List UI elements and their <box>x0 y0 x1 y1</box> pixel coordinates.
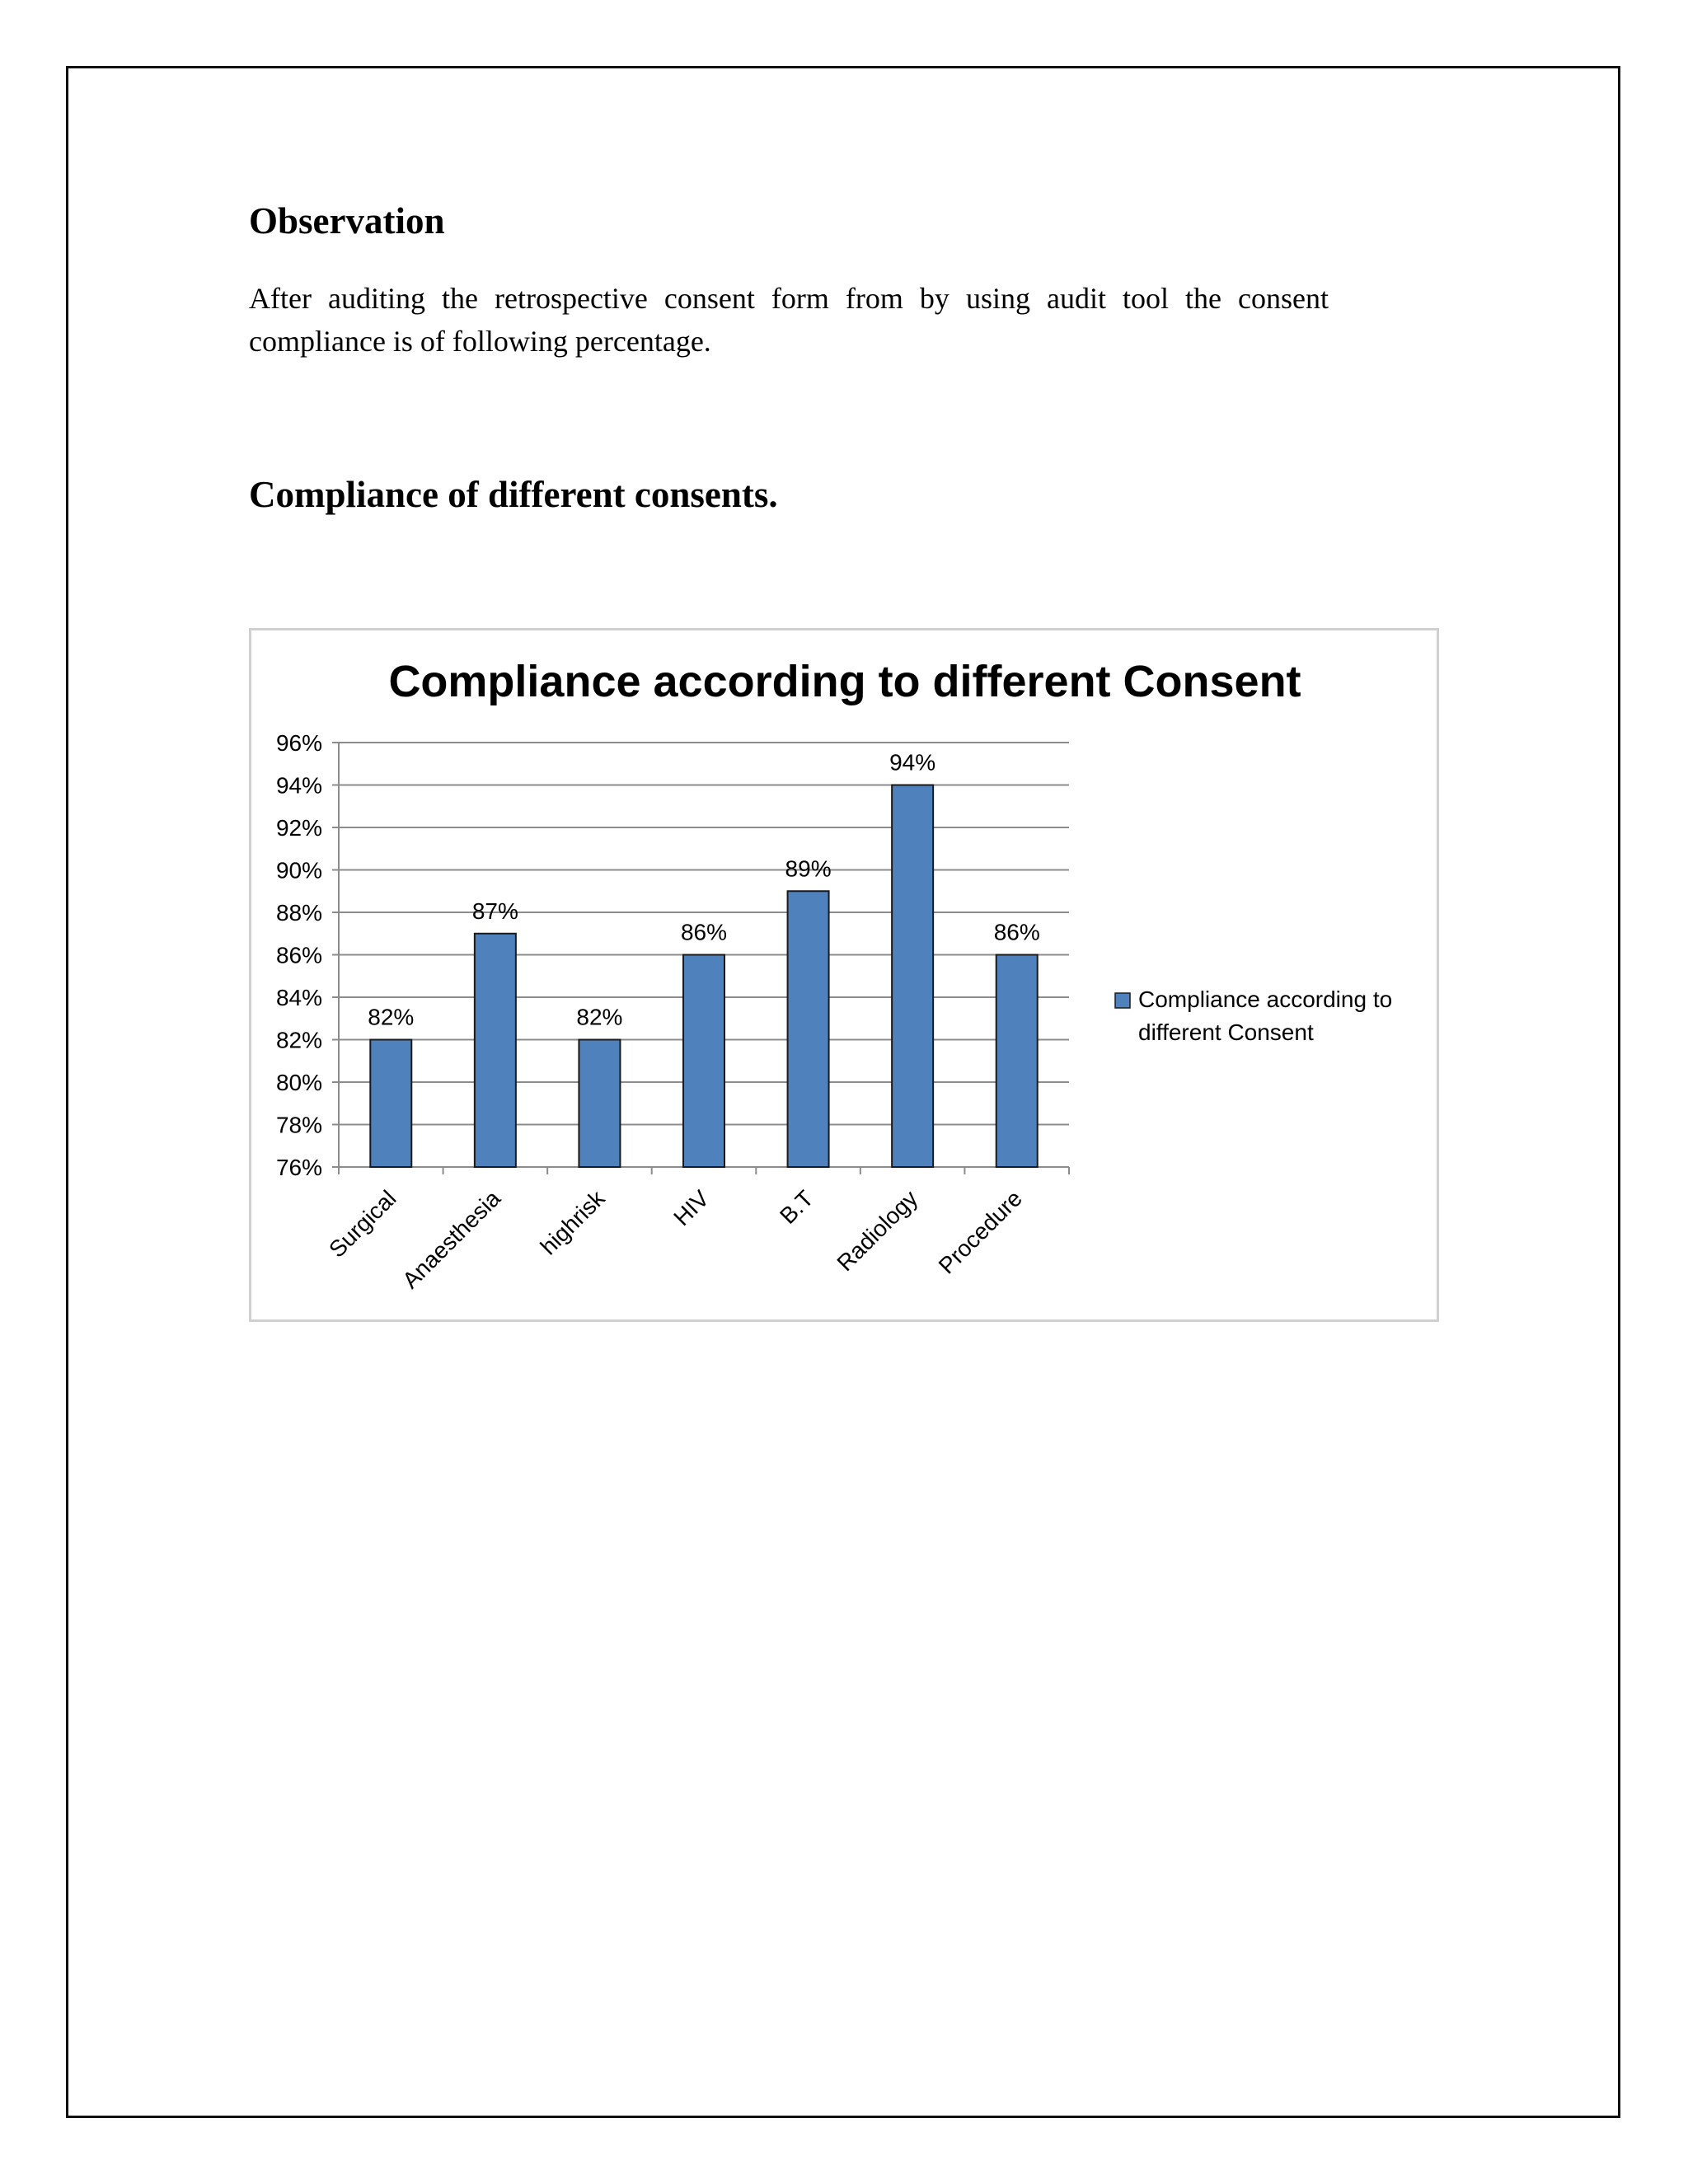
category-label: Surgical <box>324 1185 401 1263</box>
data-label: 87% <box>471 898 518 924</box>
category-label: HIV <box>668 1185 715 1231</box>
legend-swatch <box>1115 993 1130 1008</box>
bar-surgical <box>370 1040 411 1168</box>
y-tick-label: 90% <box>275 857 322 883</box>
bar-radiology <box>892 785 933 1168</box>
bars <box>370 785 1037 1168</box>
y-tick-label: 92% <box>275 815 322 841</box>
observation-heading: Observation <box>249 200 445 241</box>
observation-paragraph: After auditing the retrospective consent form from by using audit tool the consent compliance is of following percentage. <box>249 282 1329 358</box>
bar-chart <box>251 630 1437 1319</box>
y-tick-label: 82% <box>275 1027 322 1053</box>
x-tick-labels <box>324 1185 1027 1294</box>
y-tick-label: 84% <box>275 985 322 1010</box>
y-tick-label: 96% <box>275 730 322 756</box>
chart-title: Compliance according to different Consent <box>388 657 1301 706</box>
data-label: 86% <box>680 919 728 945</box>
category-label: Radiology <box>832 1185 923 1277</box>
legend <box>1115 987 1392 1045</box>
data-label: 82% <box>368 1004 415 1030</box>
chart-container <box>249 628 1439 1322</box>
data-label: 82% <box>576 1004 623 1030</box>
category-label: highrisk <box>535 1185 610 1260</box>
y-tick-label: 94% <box>275 772 322 799</box>
compliance-heading: Compliance of different consents. <box>249 474 778 515</box>
bar-highrisk <box>579 1040 620 1168</box>
bar-hiv <box>683 955 724 1168</box>
category-label: Anaesthesia <box>397 1185 506 1294</box>
category-label: Procedure <box>933 1185 1027 1279</box>
y-tick-label: 88% <box>275 900 322 926</box>
y-tick-label: 76% <box>275 1155 322 1180</box>
legend-label-line-1: Compliance according to <box>1138 987 1393 1012</box>
bar-b-t <box>788 891 829 1167</box>
legend-label-line-2: different Consent <box>1138 1019 1314 1045</box>
y-tick-label: 80% <box>275 1070 322 1095</box>
data-label: 86% <box>993 919 1040 945</box>
y-tick-label: 78% <box>275 1112 322 1138</box>
data-label: 89% <box>785 855 832 882</box>
category-label: B.T <box>775 1185 818 1230</box>
bar-anaesthesia <box>475 934 516 1167</box>
y-tick-labels <box>276 730 322 1180</box>
y-tick-label: 86% <box>275 942 322 968</box>
data-label: 94% <box>889 749 936 776</box>
bar-procedure <box>996 955 1038 1168</box>
